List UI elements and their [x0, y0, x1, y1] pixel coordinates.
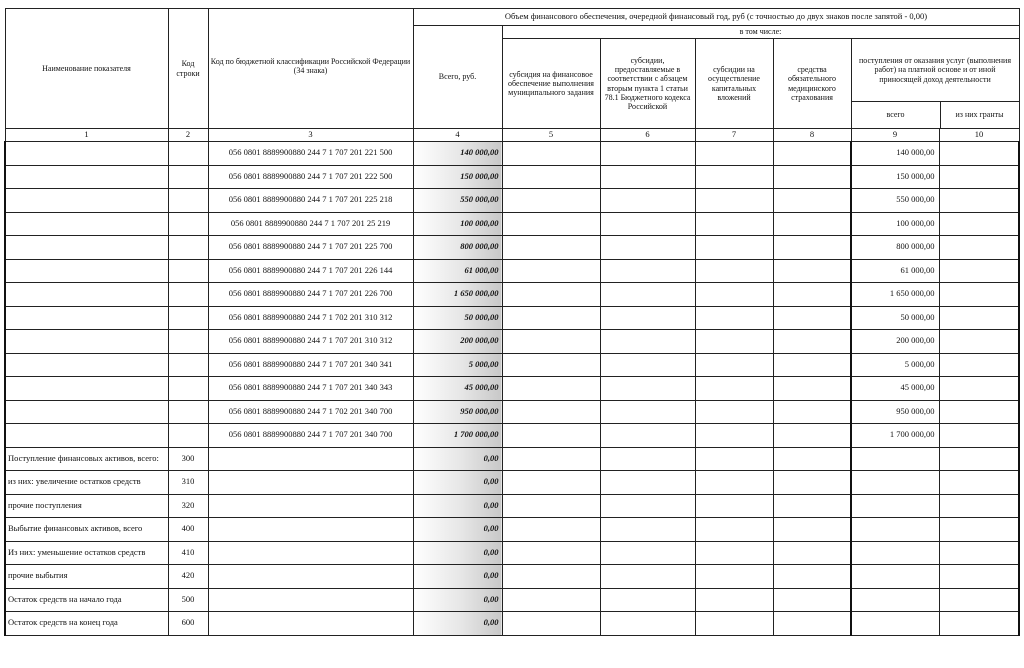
col-number: 7: [695, 129, 773, 142]
row-line-code: 600: [168, 612, 208, 636]
row-paid-total: 800 000,00: [851, 236, 939, 260]
row-paid-total: 45 000,00: [851, 377, 939, 401]
row-medical: [773, 165, 851, 189]
row-medical: [773, 306, 851, 330]
row-paid-total: 550 000,00: [851, 189, 939, 213]
row-total: 61 000,00: [413, 259, 502, 283]
row-total: 1 700 000,00: [413, 424, 502, 448]
row-name: Поступление финансовых активов, всего:: [5, 447, 168, 471]
row-paid-grants: [939, 424, 1019, 448]
row-subsidy-capital: [695, 353, 773, 377]
header-medical: средства обязательного медицинского страхования: [773, 39, 851, 129]
row-total: 150 000,00: [413, 165, 502, 189]
row-paid-grants: [939, 518, 1019, 542]
row-name: из них: увеличение остатков средств: [5, 471, 168, 495]
row-subsidy-task: [502, 518, 600, 542]
row-line-code: 310: [168, 471, 208, 495]
row-subsidy-781: [600, 424, 695, 448]
row-subsidy-781: [600, 212, 695, 236]
table-row: [5, 541, 1019, 565]
row-medical: [773, 518, 851, 542]
row-line-code: 400: [168, 518, 208, 542]
row-subsidy-781: [600, 447, 695, 471]
row-subsidy-capital: [695, 447, 773, 471]
row-subsidy-781: [600, 330, 695, 354]
row-line-code: [168, 165, 208, 189]
row-total: 0,00: [413, 518, 502, 542]
row-paid-total: 100 000,00: [851, 212, 939, 236]
row-line-code: [168, 259, 208, 283]
row-budget-code: 056 0801 8889900880 244 7 1 702 201 310 312: [208, 306, 413, 330]
col-number: 3: [208, 129, 413, 142]
row-budget-code: [208, 588, 413, 612]
row-budget-code: 056 0801 8889900880 244 7 1 707 201 222 500: [208, 165, 413, 189]
row-subsidy-task: [502, 142, 600, 166]
row-medical: [773, 588, 851, 612]
row-name: [5, 142, 168, 166]
row-paid-total: 1 700 000,00: [851, 424, 939, 448]
row-total: 50 000,00: [413, 306, 502, 330]
header-subsidy-capital: субсидии на осуществление капитальных вложений: [695, 39, 773, 129]
row-paid-total: [851, 565, 939, 589]
row-name: [5, 283, 168, 307]
row-subsidy-capital: [695, 165, 773, 189]
row-subsidy-781: [600, 541, 695, 565]
row-budget-code: [208, 518, 413, 542]
row-line-code: [168, 236, 208, 260]
row-subsidy-capital: [695, 612, 773, 636]
row-subsidy-task: [502, 612, 600, 636]
row-paid-grants: [939, 400, 1019, 424]
row-subsidy-781: [600, 165, 695, 189]
row-line-code: [168, 212, 208, 236]
row-paid-total: 50 000,00: [851, 306, 939, 330]
row-medical: [773, 612, 851, 636]
row-medical: [773, 424, 851, 448]
row-medical: [773, 236, 851, 260]
row-subsidy-capital: [695, 212, 773, 236]
row-total: 950 000,00: [413, 400, 502, 424]
row-line-code: [168, 189, 208, 213]
row-paid-grants: [939, 588, 1019, 612]
row-subsidy-task: [502, 588, 600, 612]
row-line-code: 500: [168, 588, 208, 612]
row-name: прочие выбытия: [5, 565, 168, 589]
row-paid-total: [851, 588, 939, 612]
row-subsidy-capital: [695, 330, 773, 354]
row-total: 0,00: [413, 565, 502, 589]
row-subsidy-capital: [695, 588, 773, 612]
row-subsidy-task: [502, 424, 600, 448]
row-total: 550 000,00: [413, 189, 502, 213]
row-paid-grants: [939, 377, 1019, 401]
row-paid-grants: [939, 471, 1019, 495]
table-row: [5, 259, 1019, 283]
row-subsidy-capital: [695, 518, 773, 542]
row-subsidy-task: [502, 330, 600, 354]
row-total: 5 000,00: [413, 353, 502, 377]
row-paid-total: 150 000,00: [851, 165, 939, 189]
row-paid-total: 5 000,00: [851, 353, 939, 377]
row-name: [5, 189, 168, 213]
row-subsidy-781: [600, 142, 695, 166]
row-line-code: 410: [168, 541, 208, 565]
row-subsidy-781: [600, 471, 695, 495]
row-total: 200 000,00: [413, 330, 502, 354]
row-paid-grants: [939, 541, 1019, 565]
row-paid-grants: [939, 565, 1019, 589]
row-line-code: [168, 424, 208, 448]
row-total: 0,00: [413, 612, 502, 636]
row-subsidy-task: [502, 165, 600, 189]
row-total: 100 000,00: [413, 212, 502, 236]
row-budget-code: 056 0801 8889900880 244 7 1 702 201 340 700: [208, 400, 413, 424]
row-budget-code: [208, 447, 413, 471]
table-row: [5, 518, 1019, 542]
row-subsidy-781: [600, 612, 695, 636]
table-row: [5, 189, 1019, 213]
row-subsidy-781: [600, 259, 695, 283]
row-name: [5, 165, 168, 189]
row-subsidy-task: [502, 189, 600, 213]
row-subsidy-781: [600, 518, 695, 542]
row-subsidy-capital: [695, 377, 773, 401]
row-line-code: [168, 283, 208, 307]
col-number: 9: [851, 129, 939, 142]
row-medical: [773, 471, 851, 495]
row-subsidy-task: [502, 259, 600, 283]
row-total: 0,00: [413, 541, 502, 565]
row-name: Из них: уменьшение остатков средств: [5, 541, 168, 565]
row-total: 0,00: [413, 447, 502, 471]
header-paid-grants: из них гранты: [955, 110, 1004, 120]
table-row: [5, 283, 1019, 307]
table-body: [5, 142, 1019, 636]
row-medical: [773, 447, 851, 471]
header-including: в том числе:: [502, 26, 1019, 39]
row-line-code: 320: [168, 494, 208, 518]
row-paid-grants: [939, 447, 1019, 471]
table-row: [5, 212, 1019, 236]
row-name: [5, 400, 168, 424]
header-name: Наименование показателя: [5, 9, 168, 129]
row-subsidy-capital: [695, 565, 773, 589]
row-subsidy-task: [502, 377, 600, 401]
row-budget-code: 056 0801 8889900880 244 7 1 707 201 225 700: [208, 236, 413, 260]
row-subsidy-781: [600, 189, 695, 213]
row-subsidy-781: [600, 236, 695, 260]
row-line-code: 420: [168, 565, 208, 589]
row-subsidy-capital: [695, 306, 773, 330]
row-paid-total: 61 000,00: [851, 259, 939, 283]
header-line-code: Код строки: [168, 9, 208, 129]
header-total: Всего, руб.: [413, 26, 502, 129]
row-line-code: 300: [168, 447, 208, 471]
row-subsidy-task: [502, 400, 600, 424]
row-subsidy-781: [600, 377, 695, 401]
row-total: 45 000,00: [413, 377, 502, 401]
table-row: [5, 565, 1019, 589]
header-paid-block: [851, 39, 1019, 129]
row-budget-code: [208, 471, 413, 495]
row-subsidy-781: [600, 283, 695, 307]
row-paid-total: [851, 494, 939, 518]
row-name: [5, 306, 168, 330]
row-paid-total: [851, 541, 939, 565]
row-budget-code: 056 0801 8889900880 244 7 1 707 201 340 700: [208, 424, 413, 448]
row-medical: [773, 565, 851, 589]
row-paid-grants: [939, 189, 1019, 213]
row-total: 800 000,00: [413, 236, 502, 260]
row-paid-grants: [939, 494, 1019, 518]
table-row: [5, 165, 1019, 189]
row-paid-total: 1 650 000,00: [851, 283, 939, 307]
row-subsidy-capital: [695, 259, 773, 283]
row-paid-grants: [939, 306, 1019, 330]
row-name: [5, 259, 168, 283]
row-subsidy-task: [502, 447, 600, 471]
row-subsidy-capital: [695, 189, 773, 213]
row-paid-total: 200 000,00: [851, 330, 939, 354]
row-name: [5, 353, 168, 377]
row-name: [5, 330, 168, 354]
header-subsidy-781: субсидии, предоставляемые в соответствии с абзацем вторым пункта 1 статьи 78.1 Бюджетного кодекса Российской: [600, 39, 695, 129]
row-subsidy-task: [502, 236, 600, 260]
row-budget-code: 056 0801 8889900880 244 7 1 707 201 340 341: [208, 353, 413, 377]
row-medical: [773, 541, 851, 565]
col-number: 2: [168, 129, 208, 142]
col-number: 10: [939, 129, 1019, 142]
row-budget-code: 056 0801 8889900880 244 7 1 707 201 340 343: [208, 377, 413, 401]
column-numbers-row: [5, 129, 1019, 142]
row-paid-total: [851, 518, 939, 542]
table-row: [5, 400, 1019, 424]
row-subsidy-capital: [695, 494, 773, 518]
row-line-code: [168, 306, 208, 330]
row-name: Остаток средств на конец года: [5, 612, 168, 636]
row-paid-grants: [939, 612, 1019, 636]
row-medical: [773, 494, 851, 518]
row-subsidy-task: [502, 306, 600, 330]
row-name: Остаток средств на начало года: [5, 588, 168, 612]
row-line-code: [168, 353, 208, 377]
row-line-code: [168, 400, 208, 424]
header-paid-services: поступления от оказания услуг (выполнения работ) на платной основе и от иной приносящей доход деятельности: [852, 39, 1019, 102]
row-subsidy-781: [600, 494, 695, 518]
table-row: [5, 588, 1019, 612]
row-subsidy-capital: [695, 424, 773, 448]
row-subsidy-capital: [695, 236, 773, 260]
row-total: 0,00: [413, 588, 502, 612]
row-medical: [773, 189, 851, 213]
row-subsidy-task: [502, 283, 600, 307]
row-budget-code: [208, 612, 413, 636]
col-number: 1: [5, 129, 168, 142]
table-row: [5, 377, 1019, 401]
col-number: 8: [773, 129, 851, 142]
row-subsidy-capital: [695, 283, 773, 307]
row-paid-total: 950 000,00: [851, 400, 939, 424]
row-medical: [773, 142, 851, 166]
row-paid-grants: [939, 142, 1019, 166]
row-subsidy-781: [600, 353, 695, 377]
col-number: 6: [600, 129, 695, 142]
header-group-title: Объем финансового обеспечения, очередной финансовый год, руб (с точностью до двух знаков после запятой - 0,00): [413, 9, 1019, 26]
row-total: 0,00: [413, 494, 502, 518]
row-name: [5, 377, 168, 401]
row-subsidy-capital: [695, 142, 773, 166]
row-total: 1 650 000,00: [413, 283, 502, 307]
row-name: Выбытие финансовых активов, всего: [5, 518, 168, 542]
table-row: [5, 471, 1019, 495]
row-paid-total: 140 000,00: [851, 142, 939, 166]
row-budget-code: 056 0801 8889900880 244 7 1 707 201 225 218: [208, 189, 413, 213]
row-paid-grants: [939, 283, 1019, 307]
row-paid-grants: [939, 165, 1019, 189]
row-paid-total: [851, 612, 939, 636]
row-subsidy-781: [600, 400, 695, 424]
row-budget-code: 056 0801 8889900880 244 7 1 707 201 25 219: [208, 212, 413, 236]
row-subsidy-task: [502, 212, 600, 236]
row-medical: [773, 330, 851, 354]
table-row: [5, 612, 1019, 636]
row-line-code: [168, 377, 208, 401]
row-name: [5, 424, 168, 448]
row-paid-grants: [939, 330, 1019, 354]
header-subsidy-task: субсидия на финансовое обеспечение выполнения муниципального задания: [502, 39, 600, 129]
table-row: [5, 306, 1019, 330]
row-paid-total: [851, 471, 939, 495]
row-paid-total: [851, 447, 939, 471]
row-total: 0,00: [413, 471, 502, 495]
header-row-1: [5, 9, 1019, 26]
table-row: [5, 494, 1019, 518]
row-medical: [773, 353, 851, 377]
header-budget-code: Код по бюджетной классификации Российской Федерации (34 знака): [208, 9, 413, 129]
row-budget-code: 056 0801 8889900880 244 7 1 707 201 226 700: [208, 283, 413, 307]
row-paid-grants: [939, 353, 1019, 377]
col-number: 4: [413, 129, 502, 142]
row-medical: [773, 212, 851, 236]
row-paid-grants: [939, 259, 1019, 283]
row-subsidy-781: [600, 306, 695, 330]
row-subsidy-task: [502, 541, 600, 565]
row-name: [5, 236, 168, 260]
financial-table: [4, 8, 1020, 636]
table-row: [5, 447, 1019, 471]
row-medical: [773, 377, 851, 401]
row-subsidy-capital: [695, 400, 773, 424]
table-row: [5, 142, 1019, 166]
row-medical: [773, 283, 851, 307]
row-subsidy-781: [600, 565, 695, 589]
row-budget-code: [208, 541, 413, 565]
row-subsidy-task: [502, 494, 600, 518]
row-budget-code: 056 0801 8889900880 244 7 1 707 201 310 312: [208, 330, 413, 354]
row-paid-grants: [939, 212, 1019, 236]
row-paid-grants: [939, 236, 1019, 260]
row-subsidy-task: [502, 565, 600, 589]
row-budget-code: [208, 494, 413, 518]
row-name: прочие поступления: [5, 494, 168, 518]
header-paid-total: всего: [852, 102, 941, 128]
row-budget-code: 056 0801 8889900880 244 7 1 707 201 221 500: [208, 142, 413, 166]
table-row: [5, 330, 1019, 354]
row-line-code: [168, 142, 208, 166]
row-subsidy-781: [600, 588, 695, 612]
row-budget-code: 056 0801 8889900880 244 7 1 707 201 226 144: [208, 259, 413, 283]
financial-form: [4, 8, 1020, 636]
row-subsidy-task: [502, 471, 600, 495]
row-medical: [773, 259, 851, 283]
table-row: [5, 424, 1019, 448]
row-line-code: [168, 330, 208, 354]
row-subsidy-capital: [695, 541, 773, 565]
row-budget-code: [208, 565, 413, 589]
row-medical: [773, 400, 851, 424]
col-number: 5: [502, 129, 600, 142]
row-subsidy-task: [502, 353, 600, 377]
row-name: [5, 212, 168, 236]
table-row: [5, 353, 1019, 377]
row-total: 140 000,00: [413, 142, 502, 166]
table-row: [5, 236, 1019, 260]
row-subsidy-capital: [695, 471, 773, 495]
